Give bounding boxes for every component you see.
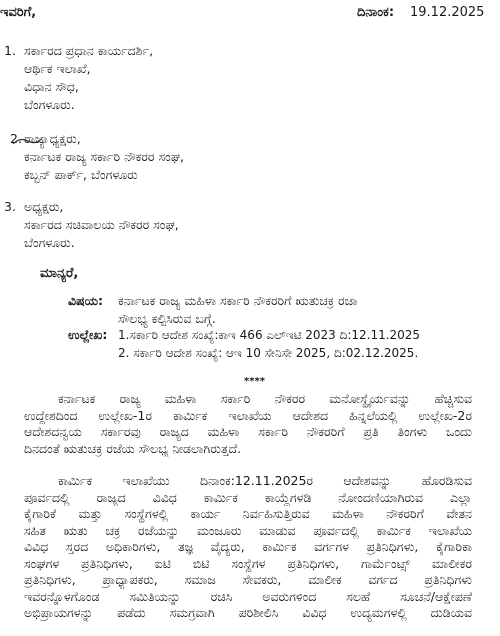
recipient-line: ಆರ್ಥಿಕ ಇಲಾಖೆ, (24, 61, 91, 76)
section-separator: **** (244, 376, 265, 387)
recipient-line: ವಿಧಾನ ಸೌಧ, (24, 79, 79, 94)
recipient-line: ಬೆಂಗಳೂರು. (24, 97, 75, 112)
subject-line: ಕರ್ನಾಟಕ ರಾಜ್ಯ ಮಹಿಳಾ ಸರ್ಕಾರಿ ನೌಕರರಿಗೆ ಋತುಚಕ್ರ ರಜಾ (118, 293, 358, 308)
body-paragraph (24, 391, 472, 457)
paragraph-line: ಕೈಗಾರಿಕೆ ಮತ್ತು ಸಂಸ್ಥೆಗಳಲ್ಲಿ ಕಾರ್ಯ ನಿರ್ವಹಿಸುತ್ತಿರುವ ಮಹಿಳಾ ನೌಕರರಿಗೆ ವೇತನ (24, 506, 472, 521)
paragraph-line: ಉದ್ದೇಶದಿಂದ ಉಲ್ಲೇಖ-1ರ ಕಾರ್ಮಿಕ ಇಲಾಖೆಯ ಆದೇಶದ ಹಿನ್ನಲೆಯಲ್ಲಿ ಉಲ್ಲೇಖ-2ರ (24, 407, 472, 423)
paragraph-line: ಇವರನ್ನೊಳಗೊಂಡ ಸಮಿತಿಯನ್ನು ರಚಿಸಿ ಅವರುಗಳಿಂದ ಸಲಹೆ ಸೂಚನೆ/ಆಕ್ಷೇಪಣೆ (24, 588, 472, 604)
paragraph-line: ಪ್ರತಿನಿಧಿಗಳು, ಪ್ರಾಧ್ಯಾಪಕರು, ಸಮಾಜ ಸೇವಕರು, ಮಾಲೀಕ ವರ್ಗದ ಪ್ರತಿನಿಧಿಗಳು (24, 572, 472, 587)
salutation: ಮಾನ್ಯರೆ, (40, 266, 79, 281)
recipient-line: ಅಧ್ಯಕ್ಷರು, (24, 199, 64, 214)
recipient-line: ಕಬ್ಬನ್ ಪಾರ್ಕ್, ಬೆಂಗಳೂರು (24, 167, 138, 182)
body-paragraph (24, 473, 472, 622)
paragraph-line: ಆದೇಶದನ್ವಯ ಸರ್ಕಾರವು ರಾಜ್ಯದ ಮಹಿಳಾ ಸರ್ಕಾರಿ ನೌಕರರಿಗೆ ಪ್ರತಿ ತಿಂಗಳು ಒಂದು (24, 424, 472, 439)
paragraph-line: ಸಹಿತ ಋತು ಚಕ್ರ ರಜೆಯನ್ನು ಮಂಜೂರು ಮಾಡುವ ಪೂರ್ವದಲ್ಲಿ ಕಾರ್ಮಿಕ ಇಲಾಖೆಯ (24, 522, 472, 538)
recipient-line: ಸರ್ಕಾರದ ಪ್ರಧಾನ ಕಾರ್ಯದರ್ಶಿ, (24, 43, 154, 58)
reference-line: 2. ಸರ್ಕಾರಿ ಆದೇಶ ಸಂಖ್ಯೆ: ಆಇ 10 ಸೇನಿಸೇ 2025, ದಿ:02.12.2025. (118, 346, 419, 360)
recipient-line: ಕರ್ನಾಟಕ ರಾಜ್ಯ ಸರ್ಕಾರಿ ನೌಕರರ ಸಂಘ, (24, 149, 185, 164)
reference-line: 1.ಸರ್ಕಾರಿ ಆದೇಶ ಸಂಖ್ಯೆ:ಕಾಇ 466 ಎಲ್‌ಇಟಿ 2023 ದಿ:12.11.2025 (118, 328, 421, 342)
reference-label: ಉಲ್ಲೇಖ: (68, 327, 108, 342)
date-label: ದಿನಾಂಕ: (357, 5, 395, 20)
recipient-line: ಸರ್ಕಾರದ ಸಚಿವಾಲಯ ನೌಕರರ ಸಂಘ, (24, 217, 179, 232)
subject-line: ಸೌಲಭ್ಯ ಕಲ್ಪಿಸಿರುವ ಬಗ್ಗೆ. (118, 311, 216, 326)
recipient-line: ಬೆಂಗಳೂರು. (24, 235, 75, 250)
recipient-line: ರಾಜ್ಯಾಧ್ಯಕ್ಷರು, (24, 131, 81, 146)
paragraph-line: ಸಂಘಗಳ ಪ್ರತಿನಿಧಿಗಳು, ಐಟಿ ಬಿಟಿ ಸಂಸ್ಥೆಗಳ ಪ್ರತಿನಿಧಿಗಳು, ಗಾರ್ಮೆಂಟ್ಸ್ ಮಾಲೀಕರ (24, 555, 472, 571)
date-value: 19.12.2025 (410, 5, 485, 20)
recipient-number: 1. (4, 43, 16, 58)
recipient-number: 3. (4, 199, 16, 214)
paragraph-line: ಕರ್ನಾಟಕ ರಾಜ್ಯ ಮಹಿಳಾ ಸರ್ಕಾರಿ ನೌಕರರ ಮನೋಸ್ಥೈರ್ಯವನ್ನು ಹೆಚ್ಚಿಸುವ (58, 391, 472, 406)
recipient-number: 2. (10, 131, 22, 146)
paragraph-line: ಪೂರ್ವದಲ್ಲಿ ರಾಜ್ಯದ ವಿವಿಧ ಕಾರ್ಮಿಕ ಕಾಯ್ದೆಗಳಡಿ ನೋಂದಣಿಯಾಗಿರುವ ಎಲ್ಲಾ (24, 489, 472, 505)
paragraph-line: ಕಾರ್ಮಿಕ ಇಲಾಖೆಯು ದಿನಾಂಕ:12.11.2025ರ ಆದೇಶವನ್ನು ಹೊರಡಿಸುವ (58, 473, 472, 488)
paragraph-line: ಅಭಿಪ್ರಾಯಗಳನ್ನು ಪಡೆದು ಸಮಗ್ರವಾಗಿ ಪರಿಶೀಲಿಸಿ ವಿವಿಧ ಉದ್ಯಮಗಳಲ್ಲಿ ದುಡಿಯವ (24, 605, 472, 620)
addressee-heading: ಇವರಿಗೆ, (0, 5, 37, 20)
paragraph-line: ದಿನದಂತೆ ಋತುಚಕ್ರ ರಜೆಯ ಸೌಲಭ್ಯ ನೀಡಲಾಗಿರುತ್ತದೆ. (24, 440, 242, 456)
subject-label: ವಿಷಯ: (68, 293, 103, 308)
paragraph-line: ವಿವಿಧ ಸ್ತರದ ಅಧಿಕಾರಿಗಳು, ತಜ್ಞ ವೈದ್ಯರು, ಕಾರ್ಮಿಕ ವರ್ಗಗಳ ಪ್ರತಿನಿಧಿಗಳು, ಕೈಗಾರಿಕಾ (24, 539, 472, 554)
